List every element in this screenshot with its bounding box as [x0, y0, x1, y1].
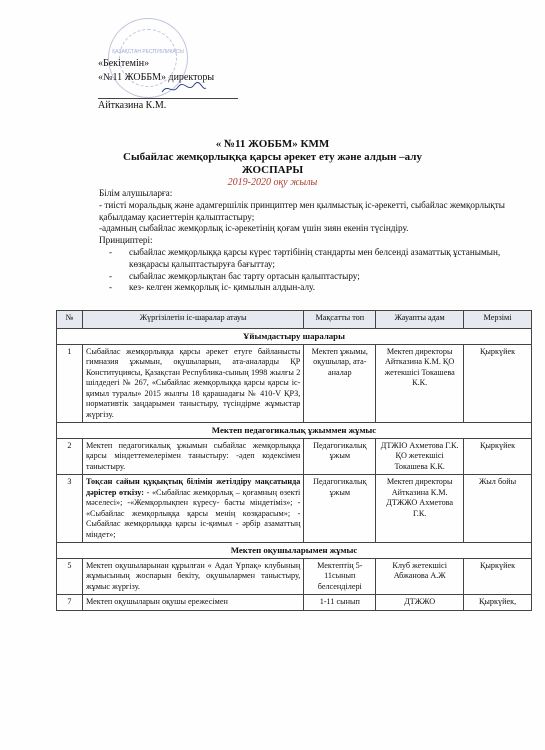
row-target-group: Мектептің 5-11сынып белсенділері: [304, 558, 376, 595]
plan-table: [56, 310, 532, 611]
table-row: [57, 595, 532, 611]
title-line-3: ЖОСПАРЫ: [241, 164, 304, 176]
row-number: 7: [57, 595, 83, 611]
col-header-number: №: [57, 311, 83, 329]
document-title: [0, 138, 545, 177]
list-item: - сыбайлас жемқорлықтан бас тарту ортасын қалыптастыру;: [99, 271, 529, 283]
row-number: 5: [57, 558, 83, 595]
row-deadline: Жыл бойы: [464, 475, 532, 543]
table-row: [57, 438, 532, 475]
table-row: [57, 475, 532, 543]
row-deadline: Қыркүйек: [464, 344, 532, 423]
principles-list: [99, 247, 529, 294]
row-activity: [82, 475, 303, 543]
intro-section: [99, 188, 529, 294]
approval-heading: «Бекітемін»: [98, 58, 150, 69]
row-activity-bold: Тоқсан сайын құқықтық білімін жетілдіру мақсатында дәрістер өткізу:: [85, 477, 301, 497]
col-header-deadline: Мерзімі: [464, 311, 532, 329]
list-item: - сыбайлас жемқорлыққа қарсы күрес тәртібінің стандарты мен белсенді азаматтық ұстанымын, көзқарасы қалыптастыруға бағыттау;: [99, 247, 529, 271]
row-activity: Мектеп педагогикалық ұжымын сыбайлас жемқорлыққа қарсы міндеттемелерімен таныстыру: -әдеп кодексімен таныстыру.: [82, 438, 303, 475]
row-number: 2: [57, 438, 83, 475]
section-row: [57, 329, 532, 345]
row-number: 1: [57, 344, 83, 423]
section-title: Мектеп оқушыларымен жұмыс: [57, 543, 532, 559]
table-row: [57, 344, 532, 423]
row-responsible: Мектеп директоры Айтказина К.М. ҚО жетекшісі Токашева К.К.: [376, 344, 464, 423]
signature-icon: [160, 81, 208, 96]
row-responsible: Клуб жетекшісі Абжанова А.Ж: [376, 558, 464, 595]
row-deadline: Қыркүйек: [464, 558, 532, 595]
intro-line-1: - тиісті моральдық және адамгершілік принциптер мен қылмыстық іс-әрекетті, сыбайлас жемқорлықты қабылдамау қасиеттерін қалыптастыру;: [99, 199, 505, 222]
approval-name: Айтказина К.М.: [98, 100, 167, 111]
approval-name-block: [98, 99, 166, 113]
row-target-group: 1-11 сынып: [304, 595, 376, 611]
section-row: [57, 423, 532, 439]
row-target-group: Мектеп ұжымы, оқушылар, ата-аналар: [304, 344, 376, 423]
section-row: [57, 543, 532, 559]
intro-lead: Білім алушыларға:: [99, 188, 173, 198]
table-row: [57, 558, 532, 595]
row-responsible: ДТЖІО Ахметова Г.К. ҚО жетекшісі Токашева К.К.: [376, 438, 464, 475]
row-responsible: ДТЖЖО: [376, 595, 464, 611]
intro-line-2: -адамның сыбайлас жемқорлық іс-әрекетінің қоғам үшін зиян екенін түсіндіру.: [99, 223, 409, 234]
title-line-2: Сыбайлас жемқорлыққа қарсы әрекет ету және алдын –алу: [123, 151, 422, 163]
row-responsible: Мектеп директоры Айтказина К.М. ДТЖЖО Ахметова Г.К.: [376, 475, 464, 543]
col-header-activity: Жүргізілетін іс-шаралар атауы: [82, 311, 303, 329]
row-activity: Сыбайлас жемқорлыққа қарсы әрекет етуге байланысты гимназия ұжымын, оқушыларын, ата-аналарды ҚР Конституциясы, Қазақстан Республика-сының 1998 жылғы 2 шілдедегі № 267, «Сыбайлас жемқорлыққа қарсы қарсы іс-қимыл туралы» 2015 жылғы 18 қарашадағы № 410-V ҚРЗ, нормативтік заңдарымен таныстыру, түсіндірме жұмыстар жүргізу.: [82, 344, 303, 423]
academic-year: 2019-2020 оқу жылы: [227, 177, 318, 188]
title-line-1: « №11 ЖОББМ» КММ: [215, 138, 330, 150]
principles-label: Принциптері:: [99, 235, 153, 246]
row-activity: Мектеп оқушыларын оқушы ережесімен: [82, 595, 303, 611]
table-header-row: [57, 311, 532, 329]
seal-text: ҚАЗАҚСТАН РЕСПУБЛИКАСЫ: [112, 49, 184, 55]
row-target-group: Педагогикалық ұжым: [304, 438, 376, 475]
section-title: Мектеп педагогикалық ұжыммен жұмыс: [57, 423, 532, 439]
row-number: 3: [57, 475, 83, 543]
row-activity-rest: - «Сыбайлас жемқорлық – қоғамның өзекті мәселесі»; -«Жемқорлықпен күресу- басты міндетіміз»; - «Сыбайлас жемқорлыққа қарсы менің көзқарасым»; - Сыбайлас жемқорлыққа қарсы іс-қимыл - әрбір азаматтың міндет»;: [85, 487, 301, 539]
row-activity: Мектеп оқушыларынан құрылған « Адал Ұрпақ» клубының жұмысының жоспарын бекіту, оқушылармен таныстыру, жұмыс жүргізу.: [82, 558, 303, 595]
section-title: Ұйымдастыру шаралары: [57, 329, 532, 345]
col-header-responsible: Жауапты адам: [376, 311, 464, 329]
approval-position: «№11 ЖОББМ» директоры: [98, 72, 215, 83]
row-deadline: Қыркүйек: [464, 438, 532, 475]
col-header-target-group: Мақсатты топ: [304, 311, 376, 329]
row-target-group: Педагогикалық ұжым: [304, 475, 376, 543]
row-deadline: Қыркүйек,: [464, 595, 532, 611]
list-item: - кез- келген жемқорлық іс- қимылын алдын-алу.: [99, 282, 529, 294]
